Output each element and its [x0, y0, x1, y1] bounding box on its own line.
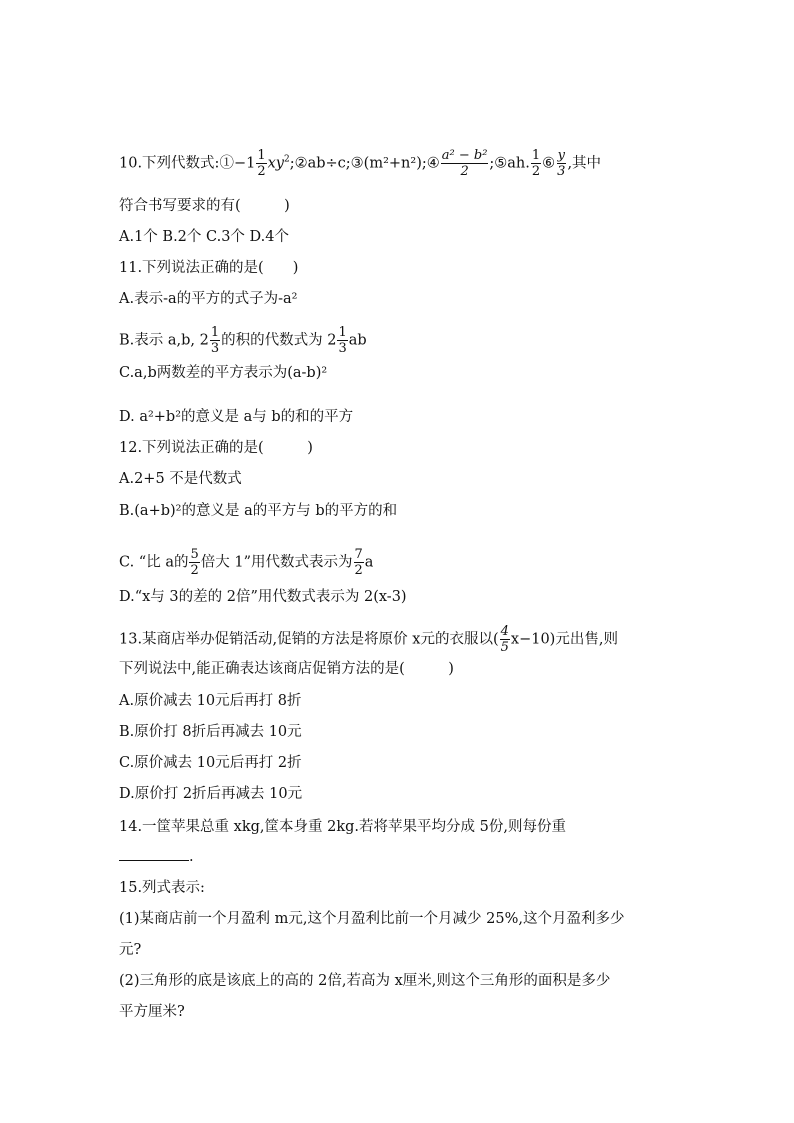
q11-option-d: D. a²+b²的意义是 a与 b的和的平方 [119, 409, 354, 425]
q13-line2: 下列说法中,能正确表达该商店促销方法的是( ) [119, 661, 454, 677]
q14-line2: . [119, 846, 194, 868]
fraction: $\frac{4}{5}$ [500, 624, 509, 655]
q11-option-b: B.表示 a,b, 2 $\frac{1}{3}$ 的积的代数式为 2 $\frac{1}{3}$ ab [119, 325, 367, 356]
q15-part2-line1: (2)三角形的底是该底上的高的 2倍,若高为 x厘米,则这个三角形的面积是多少 [119, 973, 611, 989]
q10-line2: 符合书写要求的有( ) [119, 198, 290, 214]
q13-option-b: B.原价打 8折后再减去 10元 [119, 724, 302, 740]
q10-options: A.1个 B.2个 C.3个 D.4个 [119, 229, 289, 245]
q15-part1-line2: 元? [119, 942, 142, 958]
q12-stem: 12.下列说法正确的是( ) [119, 440, 313, 456]
q13-option-d: D.原价打 2折后再减去 10元 [119, 786, 303, 802]
q15-stem: 15.列式表示: [119, 880, 205, 896]
fraction: $\frac{y}{3}$ [557, 148, 566, 179]
fraction: $\frac{1}{2}$ [257, 148, 266, 179]
q12-option-d: D.“x与 3的差的 2倍”用代数式表示为 2(x-3) [119, 589, 407, 605]
q10-line1: 10.下列代数式:①−1 $\frac{1}{2}$ $xy^2;②ab\div c;③(m^2+n^2);④$ $\frac{\text{a² − b²}}{2}$ ;⑤ah. $\frac{1}{2}$ ⑥ $\frac{y}{3}$ ,其中 [119, 148, 602, 179]
fraction: $\frac{1}{3}$ [210, 325, 220, 356]
q14-line1: 14.一筐苹果总重 xkg,筐本身重 2kg.若将苹果平均分成 5份,则每份重 [119, 819, 566, 835]
q12-option-b: B.(a+b)²的意义是 a的平方与 b的平方的和 [119, 503, 398, 519]
answer-blank[interactable] [119, 846, 189, 861]
q11-option-a: A.表示-a的平方的式子为-a² [119, 291, 298, 307]
q15-part1-line1: (1)某商店前一个月盈利 m元,这个月盈利比前一个月减少 25%,这个月盈利多少 [119, 911, 625, 927]
fraction: $\frac{1}{2}$ [531, 148, 541, 179]
fraction: $\frac{\text{a² − b²}}{2}$ [441, 148, 488, 179]
fraction: $\frac{1}{3}$ [338, 325, 347, 356]
q13-option-c: C.原价减去 10元后再打 2折 [119, 755, 302, 771]
q15-part2-line2: 平方厘米? [119, 1004, 185, 1020]
q12-option-a: A.2+5 不是代数式 [119, 471, 242, 487]
fraction: $\frac{5}{2}$ [190, 547, 199, 578]
q11-stem: 11.下列说法正确的是( ) [119, 260, 299, 276]
q13-option-a: A.原价减去 10元后再打 8折 [119, 693, 302, 709]
q12-option-c: C. “比 a的 $\frac{5}{2}$ 倍大 1”用代数式表示为 $\frac{7}{2}$ a [119, 547, 374, 578]
q11-option-c: C.a,b两数差的平方表示为(a-b)² [119, 365, 328, 381]
q13-line1: 13.某商店举办促销活动,促销的方法是将原价 x元的衣服以( $\frac{4}{5}$ x−10)元出售,则 [119, 624, 618, 655]
fraction: $\frac{7}{2}$ [354, 547, 363, 578]
